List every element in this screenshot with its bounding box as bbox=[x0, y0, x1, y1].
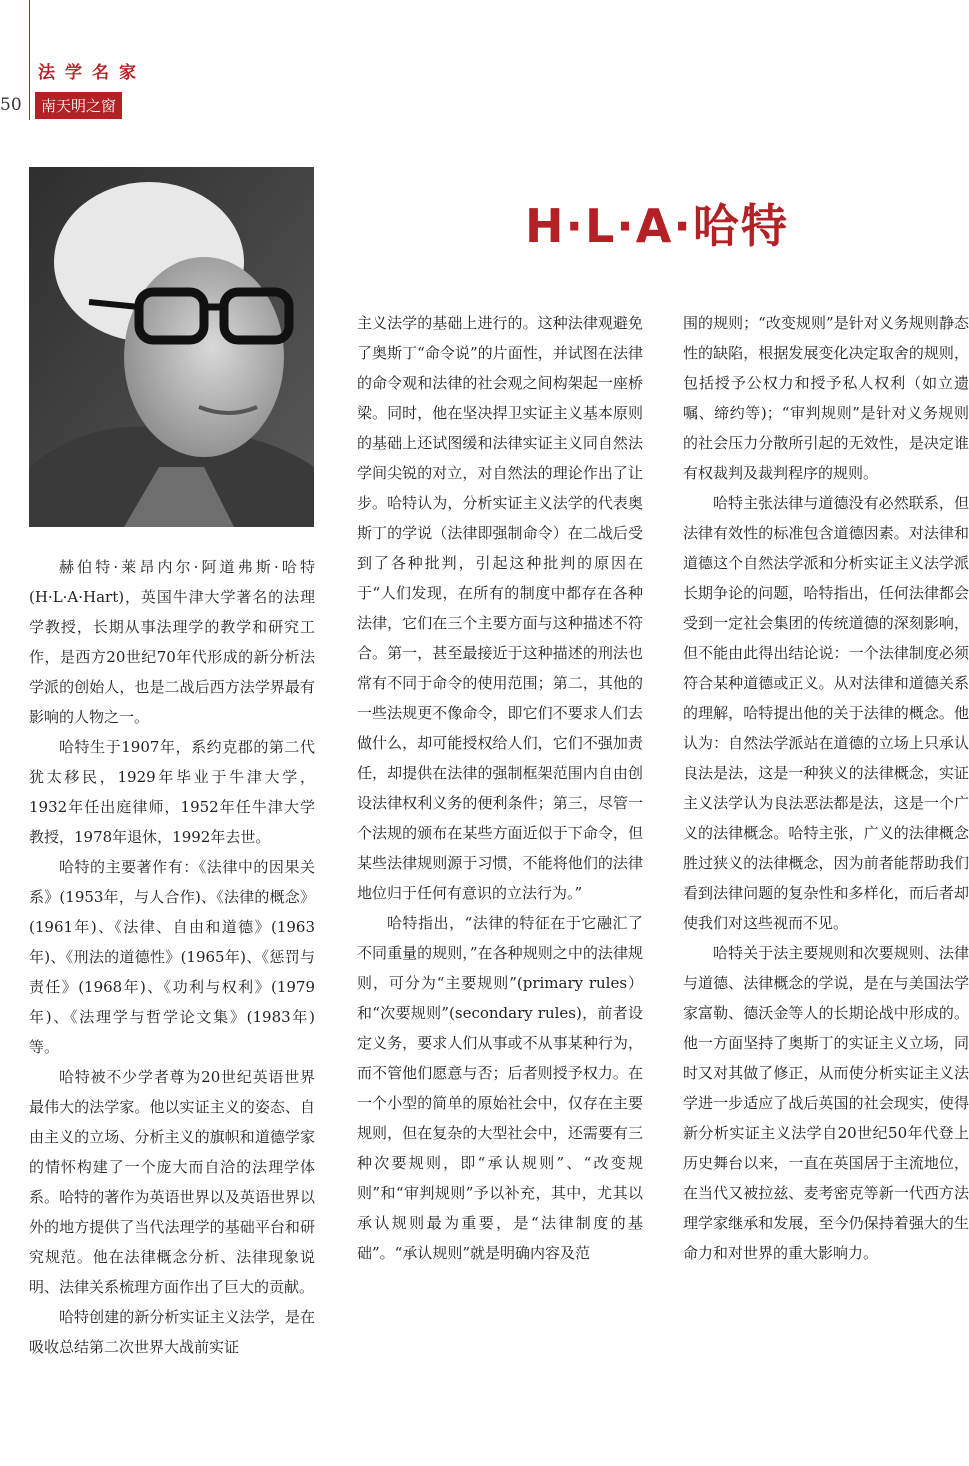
column-2 bbox=[357, 308, 643, 1268]
paragraph: 哈特关于法主要规则和次要规则、法律与道德、法律概念的学说，是在与美国法学家富勒、德沃金等人的长期论战中形成的。他一方面坚持了奥斯丁的实证主义立场，同时又对其做了修正，从而使分析实证主义法学进一步适应了战后英国的社会现实，使得新分析实证主义法学自20世纪50年代登上历史舞台以来，一直在英国居于主流地位，在当代又被拉兹、麦考密克等新一代西方法理学家继承和发展，至今仍保持着强大的生命力和对世界的重大影响力。 bbox=[683, 944, 969, 1262]
section-label: 法学名家 bbox=[38, 63, 146, 83]
paragraph: 哈特创建的新分析实证主义法学，是在吸收总结第二次世界大战前实证 bbox=[29, 1308, 315, 1356]
column-tag: 南天明之窗 bbox=[35, 92, 122, 119]
portrait-photo bbox=[29, 167, 314, 527]
page-number: 50 bbox=[0, 95, 22, 115]
paragraph-continued: 围的规则；“改变规则”是针对义务规则静态性的缺陷，根据发展变化决定取舍的规则，包括授予公权力和授予私人权利（如立遗嘱、缔约等)；“审判规则”是针对义务规则的社会压力分散所引起的无效性，是决定谁有权裁判及裁判程序的规则。 bbox=[683, 314, 969, 482]
paragraph: 赫伯特·莱昂内尔·阿道弗斯·哈特(H·L·A·Hart)，英国牛津大学著名的法理学教授，长期从事法理学的教学和研究工作，是西方20世纪70年代形成的新分析法学派的创始人，也是二战后西方法学界最有影响的人物之一。 bbox=[29, 558, 315, 726]
paragraph: 哈特的主要著作有：《法律中的因果关系》(1953年，与人合作)、《法律的概念》(1961年)、《法律、自由和道德》(1963年)、《刑法的道德性》(1965年)、《惩罚与责任》(1968年)、《功利与权利》(1979年)、《法理学与哲学论文集》(1983年) 等。 bbox=[29, 858, 315, 1056]
paragraph: 哈特被不少学者尊为20世纪英语世界最伟大的法学家。他以实证主义的姿态、自由主义的立场、分析主义的旗帜和道德学家的情怀构建了一个庞大而自洽的法理学体系。哈特的著作为英语世界以及英语世界以外的地方提供了当代法理学的基础平台和研究规范。他在法律概念分析、法律现象说明、法律关系梳理方面作出了巨大的贡献。 bbox=[29, 1068, 315, 1296]
column-1 bbox=[29, 552, 315, 1362]
paragraph: 哈特生于1907年，系约克郡的第二代犹太移民，1929年毕业于牛津大学，1932年任出庭律师，1952年任牛津大学教授，1978年退休，1992年去世。 bbox=[29, 738, 315, 846]
paragraph-continued: 主义法学的基础上进行的。这种法律观避免了奥斯丁“命令说”的片面性，并试图在法律的命令观和法律的社会观之间构架起一座桥梁。同时，他在坚决捍卫实证主义基本原则的基础上还试图缓和法律实证主义同自然法学间尖锐的对立，对自然法的理论作出了让步。哈特认为，分析实证主义法学的代表奥斯丁的学说（法律即强制命令）在二战后受到了各种批判，引起这种批判的原因在于“人们发现，在所有的制度中都存在各种法律，它们在三个主要方面与这种描述不符合。第一，甚至最接近于这种描述的刑法也常有不同于命令的使用范围；第二，其他的一些法规更不像命令，即它们不要求人们去做什么，却可能授权给人们，它们不强加责任，却提供在法律的强制框架范围内自由创设法律权利义务的便利条件；第三，尽管一个法规的颁布在某些方面近似于下命令，但某些法律规则源于习惯，不能将他们的法律地位归于任何有意识的立法行为。” bbox=[357, 314, 643, 902]
article-title: H·L·A·哈特 bbox=[525, 199, 789, 253]
column-3 bbox=[683, 308, 969, 1268]
header-rule bbox=[29, 0, 30, 120]
paragraph: 哈特指出，“法律的特征在于它融汇了不同重量的规则，”在各种规则之中的法律规则，可分为“主要规则”(primary rules）和“次要规则”(secondary rules)，前者设定义务，要求人们从事或不从事某种行为，而不管他们愿意与否；后者则授予权力。在一个小型的简单的原始社会中，仅存在主要规则，但在复杂的大型社会中，还需要有三种次要规则，即“承认规则”、“改变规则”和“审判规则”予以补充，其中，尤其以承认规则最为重要，是“法律制度的基础”。“承认规则”就是明确内容及范 bbox=[357, 914, 643, 1262]
paragraph: 哈特主张法律与道德没有必然联系，但法律有效性的标准包含道德因素。对法律和道德这个自然法学派和分析实证主义法学派长期争论的问题，哈特指出，任何法律都会受到一定社会集团的传统道德的深刻影响，但不能由此得出结论说：一个法律制度必须符合某种道德或正义。从对法律和道德关系的理解，哈特提出他的关于法律的概念。他认为：自然法学派站在道德的立场上只承认良法是法，这是一种狭义的法律概念，实证主义法学认为良法恶法都是法，这是一个广义的法律概念。哈特主张，广义的法律概念胜过狭义的法律概念，因为前者能帮助我们看到法律问题的复杂性和多样化，而后者却使我们对这些视而不见。 bbox=[683, 494, 969, 932]
